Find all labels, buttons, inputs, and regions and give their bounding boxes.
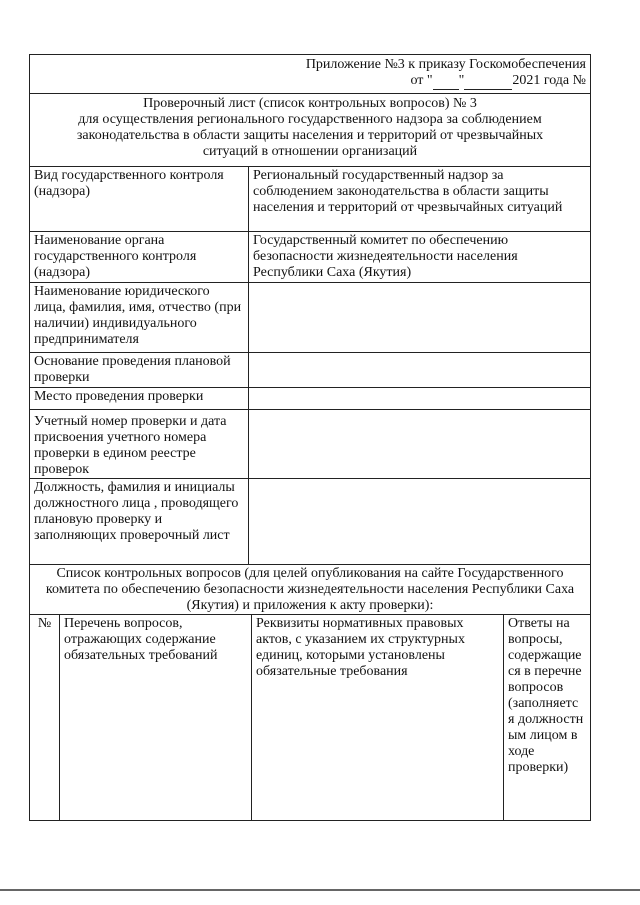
column-answers: Ответы на вопросы, содержащие ся в перечне вопросов (заполняетс я должностн ым лицом в ходе проверки) — [508, 616, 584, 775]
info-value — [249, 283, 590, 352]
info-label: Наименование органа государственного контроля (надзора) — [30, 232, 249, 282]
info-row-place — [30, 388, 590, 410]
info-value — [249, 353, 590, 387]
title-line-2: для осуществления регионального государственного надзора за соблюдением — [78, 112, 542, 127]
title-line-4: ситуаций в отношении организаций — [202, 144, 418, 159]
column-questions: Перечень вопросов, отражающих содержание обязательных требований — [60, 615, 252, 820]
column-number: № — [30, 615, 60, 820]
question-list-heading — [30, 565, 590, 615]
info-label: Наименование юридического лица, фамилия, имя, отчество (при наличии) индивидуального предпринимателя — [30, 283, 249, 352]
info-row-registration — [30, 410, 590, 479]
date-from-label: от " — [410, 73, 433, 88]
info-row-legal-entity — [30, 283, 590, 353]
appendix-line: Приложение №3 к приказу Госкомобеспечения — [305, 57, 586, 72]
checklist-document — [29, 54, 591, 821]
info-label: Учетный номер проверки и дата присвоения учетного номера проверки в едином реестре проверок — [30, 410, 249, 478]
checklist-title — [30, 94, 590, 167]
scan-edge-line — [0, 889, 640, 891]
month-blank — [464, 73, 512, 90]
info-row-authority — [30, 232, 590, 283]
date-quote: " — [458, 73, 465, 88]
column-requisites: Реквизиты нормативных правовых актов, с указанием их структурных единиц, которыми установлены обязательные требования — [252, 615, 504, 820]
question-list-heading-text: Список контрольных вопросов (для целей опубликования на сайте Государственного комитета по обеспечению безопасности жизнедеятельности населения Республики Саха (Якутия) и приложения к акту проверки): — [45, 566, 575, 613]
title-line-3: законодательства в области защиты населения и территорий от чрезвычайных — [76, 128, 544, 143]
info-row-inspector — [30, 479, 590, 565]
day-blank — [433, 73, 459, 90]
info-label: Основание проведения плановой проверки — [30, 353, 249, 387]
info-value: Региональный государственный надзор за соблюдением законодательства в области защиты населения и территорий от чрезвычайных ситуаций — [253, 168, 563, 215]
info-label: Место проведения проверки — [30, 388, 249, 409]
info-label: Вид государственного контроля (надзора) — [30, 167, 249, 231]
info-value — [249, 410, 590, 478]
appendix-date-line — [34, 73, 586, 90]
questions-table-header — [30, 615, 590, 820]
info-row-basis — [30, 353, 590, 388]
title-line-1: Проверочный лист (список контрольных вопросов) № 3 — [143, 96, 477, 111]
info-label: Должность, фамилия и инициалы должностного лица , проводящего плановую проверку и заполняющих проверочный лист — [30, 479, 249, 564]
info-value — [249, 388, 590, 409]
info-value — [249, 479, 590, 564]
year-text: 2021 года № — [512, 73, 586, 88]
info-value: Государственный комитет по обеспечению безопасности жизнедеятельности населения Республики Саха (Якутия) — [253, 233, 518, 280]
info-row-control-type — [30, 167, 590, 232]
appendix-header — [30, 55, 590, 94]
